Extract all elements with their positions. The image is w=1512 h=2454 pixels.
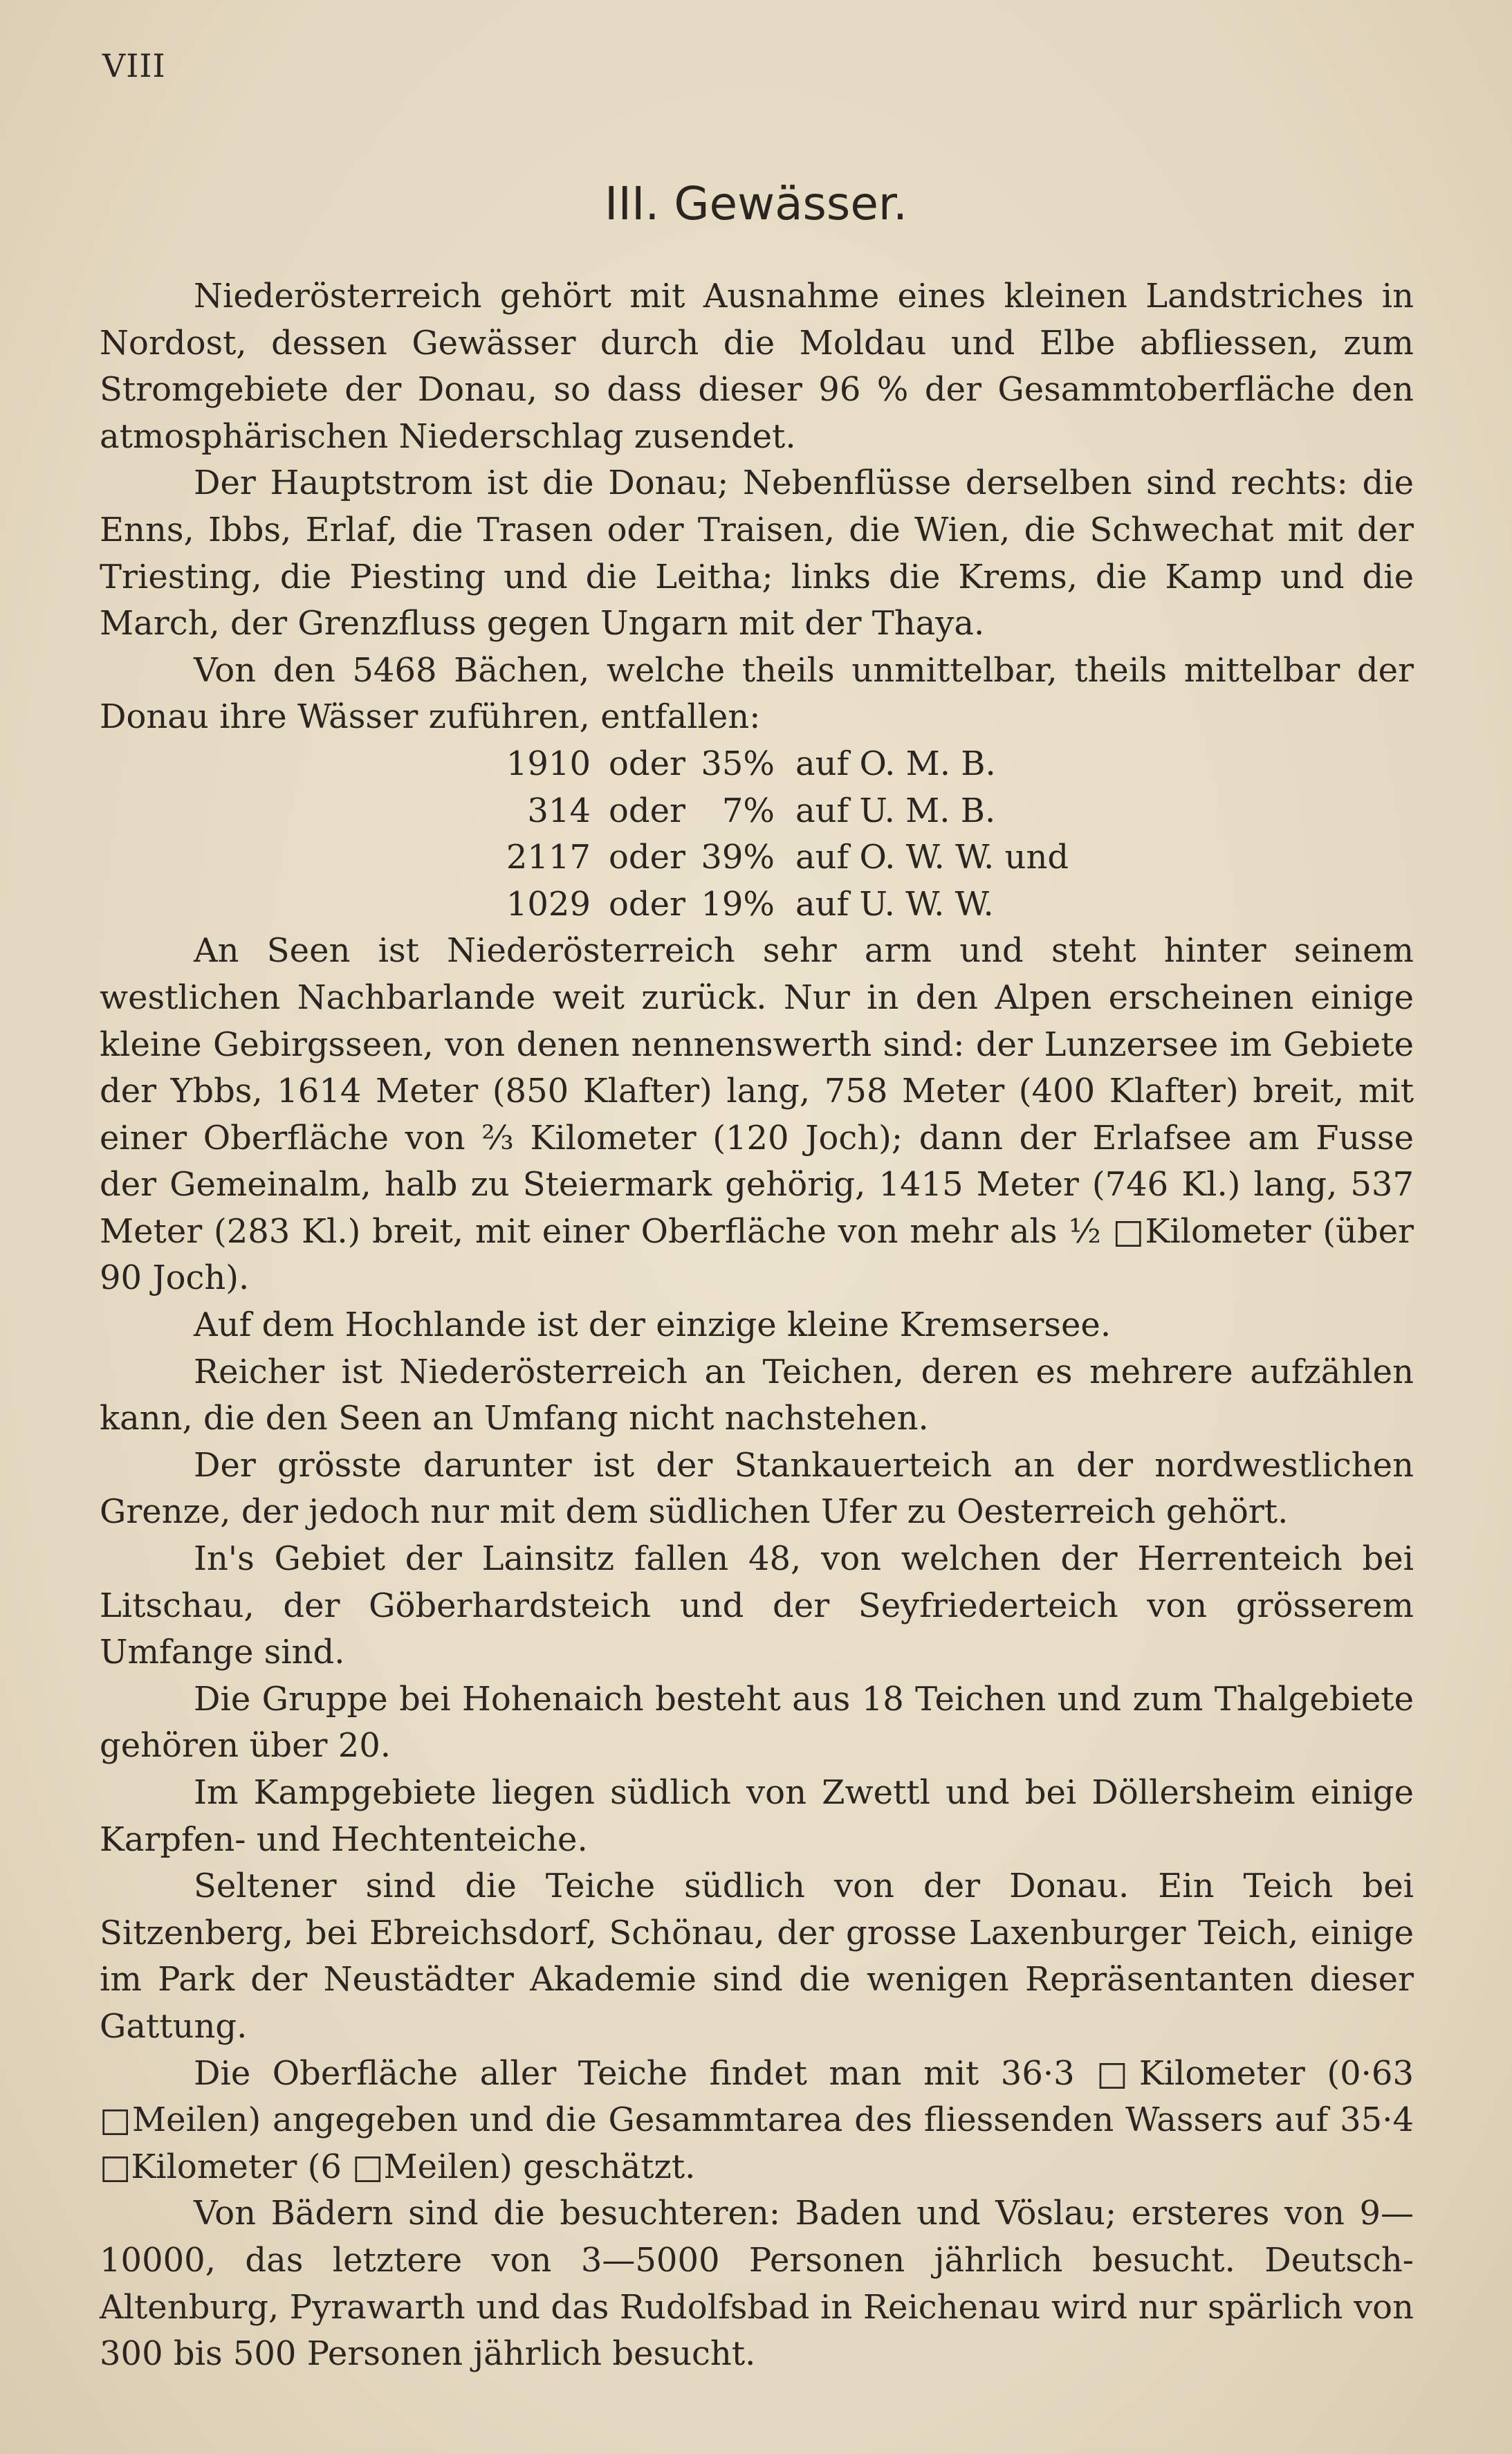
section-title: III. Gewässer. bbox=[605, 177, 907, 230]
paragraph: Niederösterreich gehört mit Ausnahme eines kleinen Landstriches in Nordost, dessen Gewässer durch die Moldau und Elbe abfliessen, zum Stromgebiete der Donau, so dass dieser 96 % der Gesammtoberfläche den atmosphärischen Niederschlag zusendet. bbox=[100, 277, 1414, 456]
paragraph: Seltener sind die Teiche südlich von der Donau. Ein Teich bei Sitzenberg, bei Ebreichsdorf, Schönau, der grosse Laxenburger Teich, einige im Park der Neustädter Akademie sind die wenigen Repräsentanten dieser Gattung. bbox=[100, 1867, 1414, 2046]
brook-region: auf O. M. B. bbox=[795, 744, 996, 783]
connector-word: oder bbox=[609, 884, 685, 924]
brook-count: 1910 bbox=[506, 744, 591, 783]
table-row bbox=[100, 881, 1414, 928]
paragraph: Die Oberfläche aller Teiche findet man mit 36·3 □Kilometer (0·63 □Meilen) angegeben und die Gesammtarea des fliessenden Wassers auf 35·4 □Kilometer (6 □Meilen) geschätzt. bbox=[100, 2053, 1414, 2186]
brook-region: auf O. W. W. und bbox=[795, 838, 1069, 877]
page-number: VIII bbox=[102, 47, 166, 84]
paragraph: Der Hauptstrom ist die Donau; Nebenflüsse derselben sind rechts: die Enns, Ibbs, Erlaf, die Trasen oder Traisen, die Wien, die Schwechat mit der Triesting, die Piesting und die Leitha; links die Krems, die Kamp und die March, der Grenzfluss gegen Ungarn mit der Thaya. bbox=[100, 464, 1414, 643]
brook-region: auf U. W. W. bbox=[795, 884, 994, 924]
brook-region: auf U. M. B. bbox=[795, 791, 996, 830]
brook-percent: 39% bbox=[701, 838, 775, 877]
brook-distribution-table bbox=[100, 741, 1414, 928]
paragraph: Von Bädern sind die besuchteren: Baden und Vöslau; ersteres von 9—10000, das letztere von 3—5000 Personen jährlich besucht. Deutsch-Altenburg, Pyrawarth und das Rudolfsbad in Reichenau wird nur spärlich von 300 bis 500 Personen jährlich besucht. bbox=[100, 2194, 1414, 2374]
brook-percent: 19% bbox=[701, 884, 775, 924]
paragraph: In's Gebiet der Lainsitz fallen 48, von welchen der Herrenteich bei Litschau, der Göberhardsteich und der Seyfriederteich von grösserem Umfange sind. bbox=[100, 1539, 1414, 1672]
connector-word: oder bbox=[609, 744, 685, 783]
paragraph: Von den 5468 Bächen, welche theils unmittelbar, theils mittelbar der Donau ihre Wässer zuführen, entfallen: bbox=[100, 650, 1414, 737]
brook-count: 314 bbox=[527, 791, 591, 830]
connector-word: oder bbox=[609, 838, 685, 877]
brook-count: 1029 bbox=[506, 884, 591, 924]
paragraph: Der grösste darunter ist der Stankauerteich an der nordwestlichen Grenze, der jedoch nur mit dem südlichen Ufer zu Oesterreich gehört. bbox=[100, 1445, 1414, 1532]
paragraph: Auf dem Hochlande ist der einzige kleine Kremsersee. bbox=[194, 1306, 1112, 1345]
table-row bbox=[100, 834, 1414, 881]
paragraph: An Seen ist Niederösterreich sehr arm und steht hinter seinem westlichen Nachbarlande weit zurück. Nur in den Alpen erscheinen einige kleine Gebirgsseen, von denen nennenswerth sind: der Lunzersee im Gebiete der Ybbs, 1614 Meter (850 Klafter) lang, 758 Meter (400 Klafter) breit, mit einer Oberfläche von ²⁄₃ Kilometer (120 Joch); dann der Erlafsee am Fusse der Gemeinalm, halb zu Steiermark gehörig, 1415 Meter (746 Kl.) lang, 537 Meter (283 Kl.) breit, mit einer Oberfläche von mehr als ¹⁄₂ □Kilometer (über 90 Joch). bbox=[100, 931, 1414, 1298]
paragraph: Im Kampgebiete liegen südlich von Zwettl und bei Döllersheim einige Karpfen- und Hechtenteiche. bbox=[100, 1773, 1414, 1859]
paragraph: Reicher ist Niederösterreich an Teichen, deren es mehrere aufzählen kann, die den Seen an Umfang nicht nachstehen. bbox=[100, 1352, 1414, 1438]
body-text bbox=[100, 273, 1414, 2378]
brook-percent: 35% bbox=[701, 744, 775, 783]
table-row bbox=[100, 788, 1414, 835]
brook-percent: 7% bbox=[721, 791, 775, 830]
brook-count: 2117 bbox=[506, 838, 591, 877]
connector-word: oder bbox=[609, 791, 685, 830]
table-row bbox=[100, 741, 1414, 788]
paragraph: Die Gruppe bei Hohenaich besteht aus 18 Teichen und zum Thalgebiete gehören über 20. bbox=[100, 1679, 1414, 1766]
